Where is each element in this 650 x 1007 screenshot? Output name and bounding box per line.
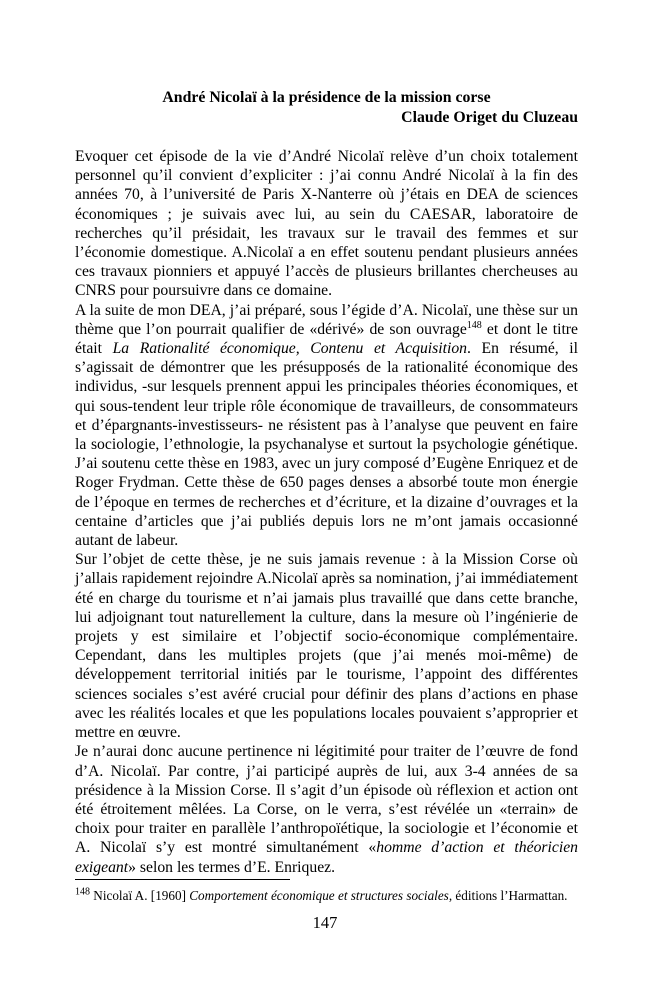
- text-segment: Evoquer cet épisode de la vie d’André Nicolaï relève d’un choix totalement personnel qu’il convient d’expliciter : j’ai connu André Nicolaï à la fin des années 70, à l’université de Paris X-Nanterre où j’étais en DEA de sciences économiques ; je suivais avec lui, au sein du CAESAR, laboratoire de recherches qu’il présidait, les travaux sur le travail des femmes et sur l’économie domestique. A.Nicolaï a en effet soutenu pendant plusieurs années ces travaux pionniers et appuyé l’accès de plusieurs brillantes chercheuses au CNRS pour poursuivre dans ce domaine.: [75, 148, 578, 300]
- footnote-reference: 148: [75, 886, 90, 898]
- paragraph: [75, 301, 578, 551]
- text-segment: Nicolaï A. [1960]: [90, 888, 190, 903]
- page-number: 147: [312, 913, 338, 932]
- text-segment: homme d’action et théoricien exigeant: [75, 839, 578, 876]
- footnote-area: [75, 879, 578, 904]
- text-segment: Sur l’objet de cette thèse, je ne suis jamais revenue : à la Mission Corse où j’allais rapidement rejoindre A.Nicolaï après sa nomination, j’ai immédiatement été en charge du tourisme et n’ai jamais plus travaillé que dans cette branche, lui adjoignant tout naturellement la culture, dans la mesure où l’ingénierie de projets y est similaire et l’objectif socio-économique complémentaire. Cependant, dans les multiples projets (que j’ai menés moi-même) de développement territorial initiés par le tourisme, l’appoint des différentes sciences sociales s’est avéré crucial pour définir des plans d’actions en phase avec les réalités locales et que les populations locales pouvaient s’approprier et mettre en œuvre.: [75, 551, 578, 742]
- footnote-separator-rule: [75, 879, 290, 880]
- author-line: Claude Origet du Cluzeau: [401, 109, 578, 126]
- paragraph: [75, 147, 578, 301]
- text-segment: La Rationalité économique, Contenu et Acquisition: [112, 340, 468, 358]
- text-segment: , éditions l’Harmattan.: [448, 888, 568, 903]
- text-segment: Je n’aurai donc aucune pertinence ni légitimité pour traiter de l’œuvre de fond d’A. Nicolaï. Par contre, j’ai participé auprès de lui, aux 3-4 années de sa présidence à la Mission Corse. Il s’agit d’un épisode où réflexion et action ont été étroitement mêlées. La Corse, on le verra, s’est révélée un «terrain» de choix pour traiter en parallèle l’anthropoïétique, la sociologie et l’économie et A. Nicolaï s’y est montré simultanément «: [75, 743, 578, 857]
- text-segment: A la suite de mon DEA, j’ai préparé, sous l’égide d’A. Nicolaï, une thèse sur un thème que l’on pourrait qualifier de «dérivé» de son ouvrage: [75, 301, 578, 338]
- footnote-reference: 148: [466, 319, 482, 331]
- page-title: André Nicolaï à la présidence de la mission corse: [162, 89, 491, 106]
- text-segment: » selon les termes d’E. Enriquez.: [128, 858, 336, 876]
- text-segment: et dont le titre était: [75, 320, 578, 358]
- page-content: [75, 88, 578, 877]
- text-segment: Comportement économique et structures sociales: [189, 888, 449, 903]
- paragraph: [75, 742, 578, 876]
- footnote-text: [75, 887, 578, 904]
- text-segment: . En résumé, il s’agissait de démontrer que les présupposés de la rationalité économique des individus, -sur lesquels prennent appui les principales théories économiques, et qui sous-tendent leur triple rôle économique de travailleurs, de consommateurs et d’épargnants-investisseurs- ne résistent pas à l’analyse que peuvent en faire la sociologie, l’ethnologie, la psychanalyse et surtout la psychologie génétique. J’ai soutenu cette thèse en 1983, avec un jury composé d’Eugène Enriquez et de Roger Frydman. Cette thèse de 650 pages denses a absorbé toute mon énergie de l’époque en termes de recherches et d’écriture, et la dizaine d’ouvrages et la centaine d’articles que j’ai publiés depuis lors ne m’ont jamais occasionné autant de labeur.: [75, 340, 578, 550]
- paragraph: [75, 550, 578, 742]
- body-paragraphs: [75, 147, 578, 877]
